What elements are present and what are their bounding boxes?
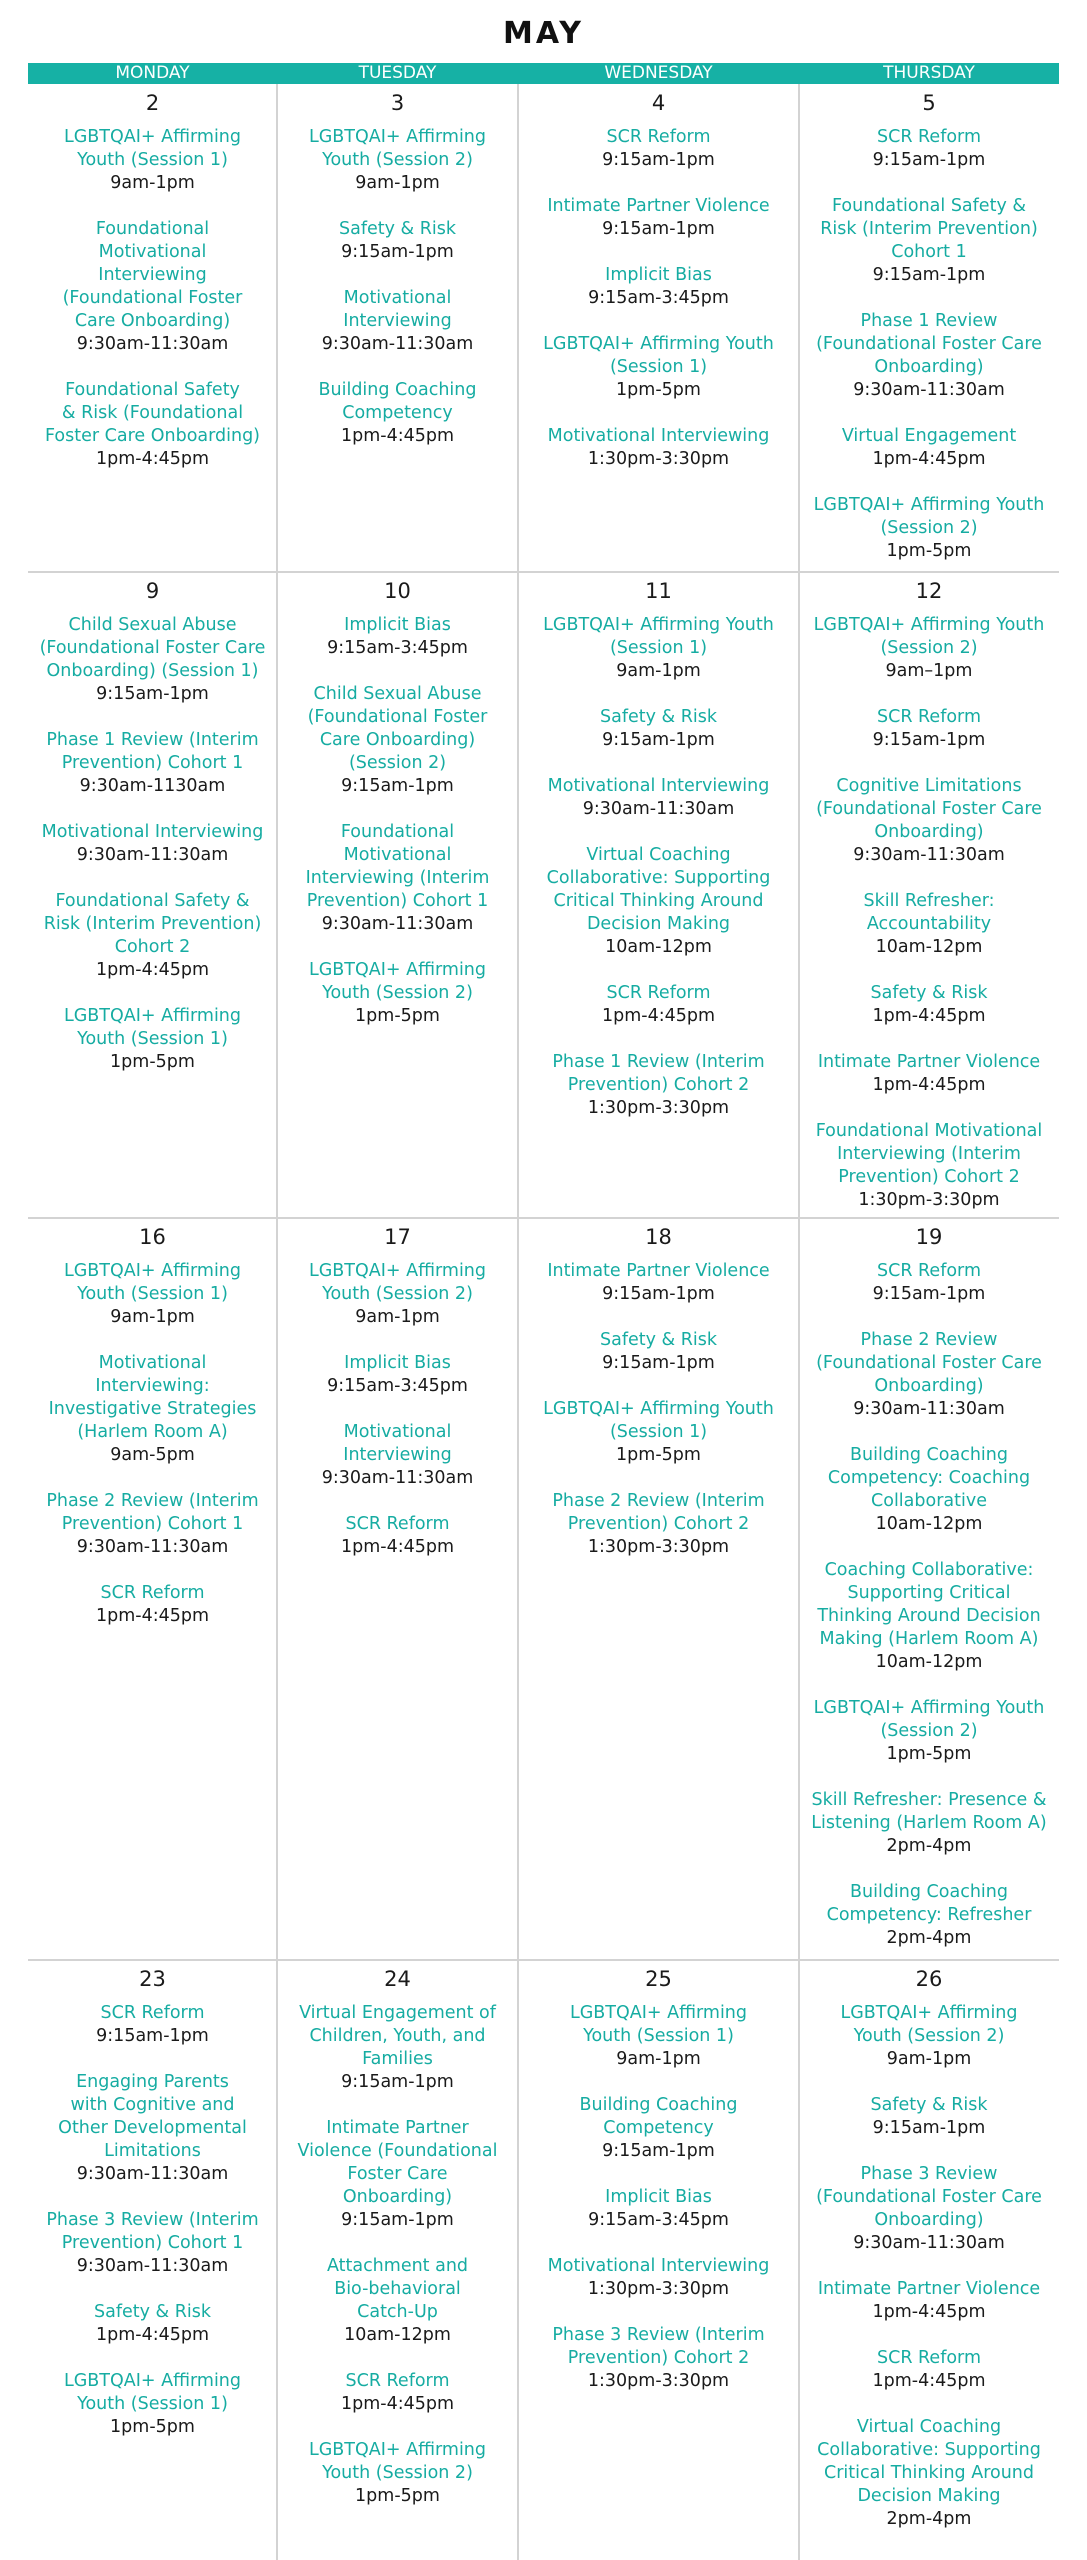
- event-item[interactable]: [518, 195, 799, 241]
- header-wednesday: WEDNESDAY: [604, 63, 713, 83]
- day-number: 18: [645, 1225, 672, 1249]
- event-title: SCR Reform: [877, 2348, 981, 2368]
- event-item[interactable]: [518, 2002, 799, 2071]
- event-title: Implicit Bias: [605, 2187, 712, 2207]
- event-time: 9:15am-1pm: [872, 2118, 986, 2138]
- event-item[interactable]: [28, 2071, 277, 2186]
- event-item[interactable]: [799, 890, 1059, 959]
- event-title: Virtual Engagement of Children, Youth, and Families: [299, 2003, 496, 2069]
- event-item[interactable]: [277, 2370, 518, 2416]
- event-time: 9:15am-1pm: [341, 776, 454, 796]
- event-item[interactable]: [799, 195, 1059, 287]
- event-item[interactable]: [28, 218, 277, 356]
- event-time: 1pm-4:45pm: [601, 1006, 716, 1026]
- event-item[interactable]: [518, 982, 799, 1028]
- event-item[interactable]: [518, 1398, 799, 1467]
- event-title: Implicit Bias: [605, 265, 712, 285]
- event-time: 1pm-5pm: [110, 2417, 195, 2437]
- event-title: Foundational Motivational Interviewing (Interim Prevention) Cohort 1: [305, 822, 490, 911]
- event-title: LGBTQAI+ Affirming Youth (Session 1): [63, 1261, 242, 1304]
- event-title: Safety & Risk: [93, 2302, 212, 2322]
- event-time: 9am-1pm: [355, 173, 440, 193]
- event-title: Phase 3 Review (Foundational Foster Care Onboarding): [816, 2164, 1042, 2230]
- event-item[interactable]: [518, 126, 799, 172]
- event-item[interactable]: [277, 1513, 518, 1559]
- event-time: 9:15am-3:45pm: [327, 638, 468, 658]
- header-monday: MONDAY: [115, 63, 190, 83]
- week-divider: [28, 1217, 1059, 1219]
- event-title: Motivational Interviewing: Investigative Strategies (Harlem Room A): [48, 1353, 257, 1442]
- event-title: Motivational Interviewing: [41, 822, 264, 842]
- month-title: MAY: [503, 16, 584, 51]
- day-cell-wednesday: [518, 1224, 799, 1958]
- event-item[interactable]: [28, 1582, 277, 1628]
- event-time: 1pm-4:45pm: [872, 1075, 986, 1095]
- day-cell-wednesday: [518, 578, 799, 1216]
- event-title: Virtual Engagement: [841, 426, 1017, 446]
- event-item[interactable]: [28, 2301, 277, 2347]
- event-title: Foundational Safety & Risk (Interim Prevention) Cohort 1: [820, 196, 1038, 262]
- event-time: 1pm-4:45pm: [872, 2302, 986, 2322]
- event-time: 9am-1pm: [886, 2049, 972, 2069]
- event-item[interactable]: [28, 2002, 277, 2048]
- event-time: 9am-5pm: [110, 1445, 195, 1465]
- event-title: Phase 1 Review (Interim Prevention) Cohort 2: [552, 1052, 765, 1095]
- event-title: Motivational Interviewing: [547, 426, 770, 446]
- day-number: 11: [645, 579, 672, 603]
- day-number: 19: [915, 1225, 943, 1249]
- event-title: Motivational Interviewing: [547, 2256, 770, 2276]
- event-title: LGBTQAI+ Affirming Youth (Session 1): [63, 1006, 242, 1049]
- event-item[interactable]: [799, 1329, 1059, 1421]
- event-time: 1pm-5pm: [886, 541, 972, 561]
- event-item[interactable]: [518, 1051, 799, 1120]
- event-item[interactable]: [28, 821, 277, 867]
- event-title: LGBTQAI+ Affirming Youth (Session 1): [543, 1399, 774, 1442]
- event-time: 9:15am-1pm: [872, 1284, 986, 1304]
- event-title: Phase 3 Review (Interim Prevention) Cohort 2: [552, 2325, 765, 2368]
- event-item[interactable]: [277, 614, 518, 660]
- event-time: 9:15am-3:45pm: [588, 2210, 729, 2230]
- event-title: Phase 1 Review (Interim Prevention) Cohort 1: [46, 730, 259, 773]
- event-item[interactable]: [277, 821, 518, 936]
- event-title: LGBTQAI+ Affirming Youth (Session 2): [840, 2003, 1018, 2046]
- event-item[interactable]: [799, 2278, 1059, 2324]
- event-time: 9:15am-1pm: [872, 150, 986, 170]
- event-time: 9am-1pm: [616, 661, 701, 681]
- event-title: Safety & Risk: [870, 2095, 988, 2115]
- event-item[interactable]: [28, 2209, 277, 2278]
- day-cell-monday: [28, 1966, 277, 2558]
- event-title: Building Coaching Competency: Refresher: [826, 1882, 1032, 1925]
- event-item[interactable]: [277, 218, 518, 264]
- event-time: 9:15am-3:45pm: [327, 1376, 468, 1396]
- event-time: 9:30am-11:30am: [853, 1399, 1005, 1419]
- event-time: 9:30am-11:30am: [853, 380, 1005, 400]
- event-item[interactable]: [28, 1005, 277, 1074]
- event-time: 9am-1pm: [355, 1307, 440, 1327]
- event-title: LGBTQAI+ Affirming Youth (Session 2): [813, 615, 1045, 658]
- event-title: Child Sexual Abuse (Foundational Foster Care Onboarding) (Session 1): [39, 615, 266, 681]
- event-time: 1:30pm-3:30pm: [587, 1537, 730, 1557]
- event-title: Phase 2 Review (Interim Prevention) Cohort 2: [552, 1491, 765, 1534]
- event-title: Implicit Bias: [344, 615, 451, 635]
- event-item[interactable]: [518, 333, 799, 402]
- event-title: Cognitive Limitations (Foundational Foster Care Onboarding): [816, 776, 1042, 842]
- event-time: 1pm-5pm: [886, 1744, 972, 1764]
- event-title: SCR Reform: [606, 983, 711, 1003]
- event-title: LGBTQAI+ Affirming Youth (Session 1): [569, 2003, 748, 2046]
- event-title: LGBTQAI+ Affirming Youth (Session 1): [543, 334, 774, 377]
- event-title: Phase 2 Review (Foundational Foster Care Onboarding): [816, 1330, 1042, 1396]
- event-title: LGBTQAI+ Affirming Youth (Session 2): [308, 127, 487, 170]
- event-title: Intimate Partner Violence: [547, 196, 770, 216]
- event-item[interactable]: [799, 2002, 1059, 2071]
- event-time: 1pm-4:45pm: [95, 449, 210, 469]
- event-title: Implicit Bias: [344, 1353, 451, 1373]
- event-item[interactable]: [518, 706, 799, 752]
- day-number: 26: [915, 1967, 943, 1991]
- event-title: Phase 1 Review (Foundational Foster Care Onboarding): [816, 311, 1042, 377]
- event-item[interactable]: [518, 2186, 799, 2232]
- event-item[interactable]: [28, 126, 277, 195]
- event-title: Virtual Coaching Collaborative: Supporting Critical Thinking Around Decision Making: [817, 2417, 1041, 2506]
- event-title: Virtual Coaching Collaborative: Supporting Critical Thinking Around Decision Making: [546, 845, 771, 934]
- event-title: Building Coaching Competency: [579, 2095, 738, 2138]
- event-title: Intimate Partner Violence: [817, 2279, 1041, 2299]
- event-item[interactable]: [799, 494, 1059, 563]
- event-item[interactable]: [277, 126, 518, 195]
- event-item[interactable]: [518, 2324, 799, 2393]
- event-time: 1pm-5pm: [616, 380, 701, 400]
- day-number: 5: [922, 91, 936, 115]
- week-divider: [28, 571, 1059, 573]
- event-time: 9:15am-1pm: [96, 684, 209, 704]
- event-time: 2pm-4pm: [886, 2509, 972, 2529]
- event-title: Intimate Partner Violence (Foundational Foster Care Onboarding): [297, 2118, 498, 2207]
- event-item[interactable]: [799, 614, 1059, 683]
- event-time: 1pm-4:45pm: [872, 1006, 986, 1026]
- event-time: 1pm-5pm: [110, 1052, 195, 1072]
- event-time: 9:15am-1pm: [602, 150, 715, 170]
- event-item[interactable]: [518, 2094, 799, 2163]
- event-title: Engaging Parents with Cognitive and Other Developmental Limitations: [58, 2072, 247, 2161]
- day-number: 10: [384, 579, 411, 603]
- event-time: 1:30pm-3:30pm: [858, 1190, 1000, 1210]
- event-time: 9:30am-11:30am: [853, 845, 1005, 865]
- day-cell-monday: [28, 1224, 277, 1958]
- event-title: LGBTQAI+ Affirming Youth (Session 2): [308, 960, 487, 1003]
- day-number: 12: [915, 579, 943, 603]
- event-title: LGBTQAI+ Affirming Youth (Session 2): [308, 2440, 487, 2483]
- event-item[interactable]: [28, 729, 277, 798]
- event-time: 9:15am-1pm: [341, 2072, 454, 2092]
- event-time: 9:15am-3:45pm: [588, 288, 729, 308]
- event-item[interactable]: [277, 2255, 518, 2347]
- event-title: LGBTQAI+ Affirming Youth (Session 1): [543, 615, 774, 658]
- event-time: 9:30am-11:30am: [321, 914, 474, 934]
- event-time: 1:30pm-3:30pm: [587, 2279, 730, 2299]
- event-item[interactable]: [799, 1051, 1059, 1097]
- event-title: LGBTQAI+ Affirming Youth (Session 2): [308, 1261, 487, 1304]
- event-title: Phase 3 Review (Interim Prevention) Cohort 1: [46, 2210, 259, 2253]
- event-time: 9:15am-1pm: [872, 265, 986, 285]
- header-thursday: THURSDAY: [883, 63, 975, 83]
- event-item[interactable]: [518, 614, 799, 683]
- event-title: Foundational Motivational Interviewing (Foundational Foster Care Onboarding): [62, 219, 243, 331]
- event-title: Attachment and Bio-behavioral Catch-Up: [326, 2256, 469, 2322]
- day-cell-wednesday: [518, 1966, 799, 2558]
- event-item[interactable]: [28, 890, 277, 982]
- event-item[interactable]: [518, 1260, 799, 1306]
- event-time: 2pm-4pm: [886, 1836, 972, 1856]
- day-number: 23: [139, 1967, 166, 1991]
- day-cell-thursday: [799, 1224, 1059, 1958]
- event-title: SCR Reform: [606, 127, 711, 147]
- event-time: 9:30am-11:30am: [76, 2164, 229, 2184]
- event-item[interactable]: [799, 1444, 1059, 1536]
- event-time: 9:15am-1pm: [341, 242, 454, 262]
- event-time: 9:30am-11:30am: [76, 1537, 229, 1557]
- event-time: 1pm-4:45pm: [95, 960, 210, 980]
- event-item[interactable]: [799, 2416, 1059, 2531]
- event-item[interactable]: [277, 287, 518, 356]
- day-cell-tuesday: [277, 90, 518, 570]
- day-number: 24: [384, 1967, 411, 1991]
- event-time: 10am-12pm: [875, 1514, 983, 1534]
- event-time: 9:15am-1pm: [602, 219, 715, 239]
- event-item[interactable]: [28, 1260, 277, 1329]
- event-title: LGBTQAI+ Affirming Youth (Session 1): [63, 127, 242, 170]
- event-time: 9:30am-11:30am: [853, 2233, 1005, 2253]
- event-title: SCR Reform: [345, 2371, 450, 2391]
- event-item[interactable]: [277, 1352, 518, 1398]
- event-time: 1pm-4:45pm: [340, 2394, 455, 2414]
- event-item[interactable]: [277, 2439, 518, 2508]
- event-item[interactable]: [28, 614, 277, 706]
- event-title: Foundational Safety & Risk (Interim Prevention) Cohort 2: [43, 891, 262, 957]
- event-time: 9:15am-1pm: [602, 730, 715, 750]
- event-time: 9:30am-11:30am: [582, 799, 735, 819]
- event-title: Foundational Motivational Interviewing (Interim Prevention) Cohort 2: [815, 1121, 1043, 1187]
- event-item[interactable]: [28, 1490, 277, 1559]
- day-number: 25: [645, 1967, 672, 1991]
- event-title: Safety & Risk: [599, 707, 718, 727]
- weekday-header-row: [28, 63, 1059, 84]
- day-cell-thursday: [799, 90, 1059, 570]
- event-item[interactable]: [799, 1260, 1059, 1306]
- event-item[interactable]: [799, 2347, 1059, 2393]
- day-number: 4: [651, 91, 666, 115]
- event-item[interactable]: [277, 1260, 518, 1329]
- event-time: 10am-12pm: [875, 937, 983, 957]
- event-time: 9am-1pm: [616, 2049, 701, 2069]
- event-title: SCR Reform: [877, 1261, 981, 1281]
- event-time: 1pm-5pm: [355, 1006, 440, 1026]
- event-item[interactable]: [277, 1421, 518, 1490]
- day-cell-monday: [28, 90, 277, 570]
- event-time: 1:30pm-3:30pm: [587, 449, 730, 469]
- event-title: SCR Reform: [100, 2003, 205, 2023]
- event-title: Phase 2 Review (Interim Prevention) Cohort 1: [46, 1491, 259, 1534]
- day-number: 3: [390, 91, 405, 115]
- event-item[interactable]: [799, 1120, 1059, 1212]
- event-time: 1pm-4:45pm: [95, 2325, 210, 2345]
- event-item[interactable]: [799, 1881, 1059, 1950]
- event-time: 1pm-4:45pm: [872, 449, 986, 469]
- event-item[interactable]: [799, 425, 1059, 471]
- event-item[interactable]: [799, 1559, 1059, 1674]
- event-time: 9am-1pm: [110, 173, 195, 193]
- event-title: Motivational Interviewing: [343, 288, 452, 331]
- event-time: 9:30am-11:30am: [321, 334, 474, 354]
- event-time: 9:30am-11:30am: [76, 845, 229, 865]
- event-title: SCR Reform: [877, 127, 981, 147]
- event-title: Safety & Risk: [870, 983, 988, 1003]
- event-item[interactable]: [277, 959, 518, 1028]
- event-time: 1:30pm-3:30pm: [587, 2371, 730, 2391]
- event-title: Safety & Risk: [338, 219, 457, 239]
- day-number: 17: [384, 1225, 411, 1249]
- event-title: SCR Reform: [877, 707, 981, 727]
- day-cell-tuesday: [277, 578, 518, 1216]
- event-item[interactable]: [277, 2117, 518, 2232]
- event-time: 1pm-4:45pm: [340, 1537, 455, 1557]
- event-item[interactable]: [518, 1329, 799, 1375]
- event-item[interactable]: [799, 1697, 1059, 1766]
- event-time: 2pm-4pm: [886, 1928, 972, 1948]
- day-cell-tuesday: [277, 1966, 518, 2558]
- event-time: 9:30am-11:30am: [76, 2256, 229, 2276]
- event-title: Coaching Collaborative: Supporting Critical Thinking Around Decision Making (Harlem Room A): [817, 1560, 1041, 1649]
- day-cell-wednesday: [518, 90, 799, 570]
- event-item[interactable]: [28, 1352, 277, 1467]
- event-time: 1pm-5pm: [616, 1445, 701, 1465]
- event-item[interactable]: [518, 425, 799, 471]
- day-cell-tuesday: [277, 1224, 518, 1958]
- event-title: Skill Refresher: Presence & Listening (Harlem Room A): [811, 1790, 1047, 1833]
- event-time: 9:15am-1pm: [602, 1353, 715, 1373]
- day-number: 2: [145, 91, 160, 115]
- header-tuesday: TUESDAY: [358, 63, 437, 83]
- event-time: 1pm-4:45pm: [872, 2371, 986, 2391]
- day-cell-thursday: [799, 1966, 1059, 2558]
- event-time: 1pm-4:45pm: [340, 426, 455, 446]
- event-time: 9:15am-1pm: [96, 2026, 209, 2046]
- event-item[interactable]: [799, 706, 1059, 752]
- event-title: LGBTQAI+ Affirming Youth (Session 2): [813, 495, 1045, 538]
- event-item[interactable]: [277, 683, 518, 798]
- day-number: 16: [139, 1225, 166, 1249]
- day-cell-thursday: [799, 578, 1059, 1216]
- event-time: 9:15am-1pm: [602, 1284, 715, 1304]
- event-item[interactable]: [28, 2370, 277, 2439]
- event-title: Safety & Risk: [599, 1330, 718, 1350]
- event-time: 10am-12pm: [344, 2325, 451, 2345]
- event-item[interactable]: [799, 982, 1059, 1028]
- event-time: 9:30am-1130am: [79, 776, 226, 796]
- event-title: Building Coaching Competency: [318, 380, 477, 423]
- event-title: Foundational Safety & Risk (Foundational Foster Care Onboarding): [44, 380, 261, 446]
- event-item[interactable]: [518, 2255, 799, 2301]
- event-item[interactable]: [518, 264, 799, 310]
- event-title: LGBTQAI+ Affirming Youth (Session 1): [63, 2371, 242, 2414]
- event-title: SCR Reform: [345, 1514, 450, 1534]
- event-item[interactable]: [799, 2163, 1059, 2255]
- event-time: 10am-12pm: [875, 1652, 983, 1672]
- event-title: Motivational Interviewing: [547, 776, 770, 796]
- event-time: 1:30pm-3:30pm: [587, 1098, 730, 1118]
- event-time: 1pm-5pm: [355, 2486, 440, 2506]
- event-item[interactable]: [799, 2094, 1059, 2140]
- event-time: 1pm-4:45pm: [95, 1606, 210, 1626]
- event-item[interactable]: [799, 310, 1059, 402]
- event-time: 9am-1pm: [110, 1307, 195, 1327]
- event-time: 9:15am-1pm: [872, 730, 986, 750]
- event-title: Intimate Partner Violence: [547, 1261, 770, 1281]
- event-item[interactable]: [799, 126, 1059, 172]
- event-time: 10am-12pm: [605, 937, 712, 957]
- day-cell-monday: [28, 578, 277, 1216]
- event-title: LGBTQAI+ Affirming Youth (Session 2): [813, 1698, 1045, 1741]
- event-title: Motivational Interviewing: [343, 1422, 452, 1465]
- week-divider: [28, 1959, 1059, 1961]
- event-time: 9am–1pm: [885, 661, 973, 681]
- event-title: SCR Reform: [100, 1583, 205, 1603]
- event-item[interactable]: [518, 1490, 799, 1559]
- event-title: Skill Refresher: Accountability: [863, 891, 995, 934]
- event-time: 9:30am-11:30am: [321, 1468, 474, 1488]
- event-item[interactable]: [518, 775, 799, 821]
- event-time: 9:15am-1pm: [341, 2210, 454, 2230]
- event-title: Building Coaching Competency: Coaching Collaborative: [827, 1445, 1031, 1511]
- event-item[interactable]: [518, 844, 799, 959]
- event-time: 9:30am-11:30am: [76, 334, 229, 354]
- event-title: Intimate Partner Violence: [817, 1052, 1041, 1072]
- event-title: Child Sexual Abuse (Foundational Foster Care Onboarding) (Session 2): [307, 684, 488, 773]
- event-item[interactable]: [799, 1789, 1059, 1858]
- event-item[interactable]: [28, 379, 277, 471]
- day-number: 9: [145, 579, 160, 603]
- event-time: 9:15am-1pm: [602, 2141, 715, 2161]
- event-item[interactable]: [799, 775, 1059, 867]
- event-item[interactable]: [277, 379, 518, 448]
- event-item[interactable]: [277, 2002, 518, 2094]
